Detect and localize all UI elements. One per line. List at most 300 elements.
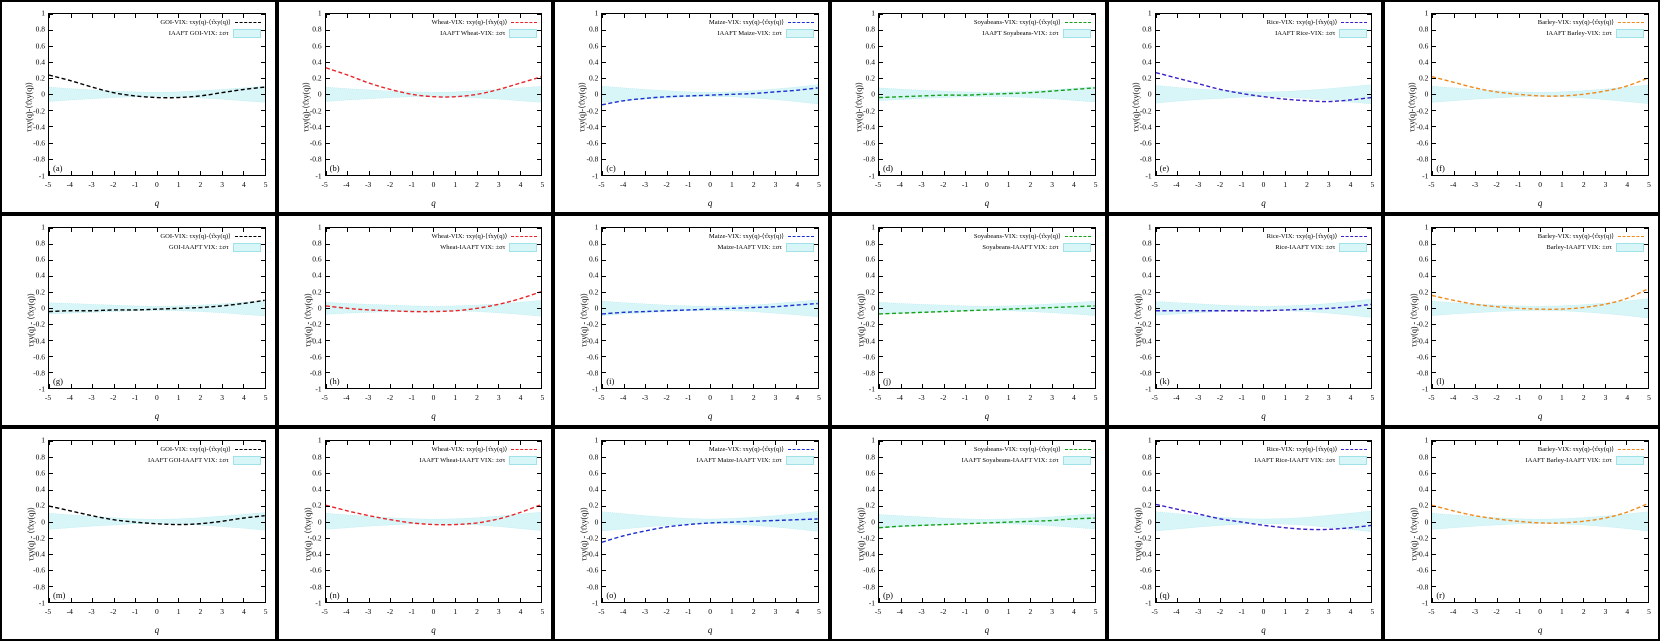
y-tickmark bbox=[1367, 490, 1371, 491]
x-tick-label: 4 bbox=[1072, 179, 1076, 189]
y-tickmark bbox=[1432, 244, 1436, 245]
y-tickmark bbox=[814, 538, 818, 539]
x-tickmark bbox=[1475, 171, 1476, 175]
x-tickmark bbox=[200, 384, 201, 388]
y-tick-label: -1 bbox=[868, 598, 875, 608]
y-tickmark bbox=[1156, 260, 1160, 261]
y-tickmark bbox=[49, 78, 53, 79]
x-tickmark bbox=[1199, 228, 1200, 232]
y-tickmark bbox=[1432, 473, 1436, 474]
x-tickmark bbox=[901, 228, 902, 232]
x-tickmark bbox=[477, 384, 478, 388]
x-tick-label: 5 bbox=[1370, 607, 1375, 616]
panel-tag: (d) bbox=[882, 162, 893, 173]
y-tickmark bbox=[537, 388, 541, 389]
x-tickmark bbox=[265, 228, 266, 232]
x-tick-label: -5 bbox=[874, 179, 882, 189]
x-tick-label: 2 bbox=[198, 179, 203, 189]
x-tick-label: 2 bbox=[1581, 607, 1586, 616]
x-tick-label: 4 bbox=[242, 179, 246, 189]
x-tickmark bbox=[1008, 598, 1009, 602]
y-tickmark bbox=[261, 276, 265, 277]
y-tickmark bbox=[1644, 126, 1648, 127]
y-tick-label: 0.4 bbox=[588, 270, 599, 280]
x-tickmark bbox=[455, 598, 456, 602]
x-tick-label: 2 bbox=[1305, 179, 1309, 189]
y-tick-label: -1 bbox=[1422, 598, 1429, 608]
x-tickmark bbox=[965, 171, 966, 175]
y-tickmark bbox=[1156, 554, 1160, 555]
y-tick-label: 0.2 bbox=[312, 500, 322, 510]
x-tick-label: -5 bbox=[321, 179, 328, 189]
y-tickmark bbox=[1644, 30, 1648, 31]
x-tickmark bbox=[1562, 171, 1563, 175]
x-tickmark bbox=[1030, 171, 1031, 175]
y-tickmark bbox=[326, 276, 330, 277]
legend-label: IAAFT Wheat-IAAFT VIX: ±στ bbox=[419, 457, 506, 465]
x-tickmark bbox=[1328, 171, 1329, 175]
legend-line-swatch bbox=[235, 449, 261, 450]
y-tickmark bbox=[1432, 126, 1436, 127]
x-tickmark bbox=[775, 171, 776, 175]
y-axis-label: τxy(q) - ⟨τ̂xy(q)⟩ bbox=[1409, 293, 1419, 348]
x-tick-label: -1 bbox=[1238, 179, 1245, 189]
x-tick-label: -1 bbox=[131, 607, 139, 616]
x-tick-label: 4 bbox=[242, 607, 246, 616]
plot-area bbox=[1155, 227, 1373, 390]
x-tickmark bbox=[1220, 441, 1221, 445]
y-tick-label: 0 bbox=[594, 89, 599, 99]
x-axis-label: q bbox=[1261, 197, 1266, 208]
x-tickmark bbox=[433, 171, 434, 175]
x-tick-label: 0 bbox=[154, 393, 159, 403]
y-tickmark bbox=[1432, 506, 1436, 507]
y-axis-label: τxy(q)-⟨τ̂xy(q)⟩ bbox=[1131, 81, 1141, 132]
y-tick-label: 0.4 bbox=[312, 270, 322, 280]
x-tick-label: 5 bbox=[817, 607, 821, 616]
y-tick-label: -1 bbox=[592, 171, 599, 181]
y-tickmark bbox=[602, 522, 606, 523]
x-axis-label: q bbox=[154, 411, 160, 422]
y-tickmark bbox=[261, 356, 265, 357]
y-tickmark bbox=[537, 244, 541, 245]
x-tickmark bbox=[922, 384, 923, 388]
x-tickmark bbox=[433, 598, 434, 602]
y-tickmark bbox=[602, 324, 606, 325]
y-axis-label: τxy(q) - ⟨τ̂xy(q)⟩ bbox=[303, 507, 313, 562]
y-tick-label: 0.4 bbox=[865, 484, 875, 494]
legend-item bbox=[1538, 231, 1644, 242]
x-tickmark bbox=[1454, 598, 1455, 602]
x-tick-labels bbox=[598, 393, 821, 403]
y-tick-label: 0.8 bbox=[35, 24, 45, 34]
legend-line-swatch bbox=[511, 22, 537, 23]
y-tickmark bbox=[1644, 94, 1648, 95]
y-tickmark bbox=[49, 62, 53, 63]
x-tick-label: -2 bbox=[386, 393, 394, 403]
x-tickmark bbox=[1008, 171, 1009, 175]
y-tick-label: -0.8 bbox=[1416, 368, 1429, 378]
x-tickmark bbox=[879, 598, 880, 602]
x-tick-label: -2 bbox=[663, 607, 670, 616]
y-tick-label: -0.4 bbox=[1416, 549, 1429, 559]
y-tickmark bbox=[1432, 372, 1436, 373]
y-tickmark bbox=[814, 554, 818, 555]
y-tickmark bbox=[326, 159, 330, 160]
y-tickmark bbox=[814, 522, 818, 523]
x-tick-label: -2 bbox=[663, 393, 670, 403]
y-tick-label: 0.2 bbox=[865, 73, 875, 83]
y-tickmark bbox=[1156, 78, 1160, 79]
y-tickmark bbox=[879, 473, 883, 474]
x-tick-labels bbox=[1151, 179, 1375, 190]
y-tickmark bbox=[1644, 388, 1648, 389]
x-tickmark bbox=[1432, 441, 1433, 445]
y-tick-label: 0.2 bbox=[1142, 287, 1152, 297]
x-tick-label: 1 bbox=[1283, 607, 1288, 616]
x-tick-label: -2 bbox=[110, 393, 117, 403]
x-tick-label: 1 bbox=[176, 179, 181, 189]
y-tickmark bbox=[326, 554, 330, 555]
y-tick-label: -0.8 bbox=[863, 368, 875, 378]
y-tickmark bbox=[1091, 159, 1095, 160]
y-tickmark bbox=[1367, 324, 1371, 325]
x-tick-labels bbox=[1428, 179, 1651, 190]
y-tickmark bbox=[1156, 126, 1160, 127]
x-tickmark bbox=[732, 171, 733, 175]
y-tick-label: 0.4 bbox=[35, 484, 45, 494]
x-tickmark bbox=[1052, 598, 1053, 602]
x-tick-label: 2 bbox=[1581, 179, 1586, 189]
legend-label: GOI-VIX: τxy(q)-⟨τ̂xy(q)⟩ bbox=[160, 446, 231, 454]
y-tickmark bbox=[1091, 62, 1095, 63]
legend-label: Rice-VIX: τxy(q)-⟨τ̂xy(q)⟩ bbox=[1266, 232, 1338, 240]
x-tick-label: 0 bbox=[1538, 393, 1543, 403]
x-tickmark bbox=[92, 384, 93, 388]
legend-line-swatch bbox=[1618, 236, 1644, 237]
x-tickmark bbox=[1177, 441, 1178, 445]
x-tickmark bbox=[455, 384, 456, 388]
x-tick-label: 5 bbox=[1647, 179, 1651, 189]
y-tickmark bbox=[1432, 143, 1436, 144]
x-tickmark bbox=[1497, 441, 1498, 445]
x-tick-label: 2 bbox=[1581, 393, 1586, 403]
y-tick-label: 0.4 bbox=[1418, 57, 1429, 67]
x-tick-label: 4 bbox=[795, 179, 800, 189]
x-tick-labels bbox=[1428, 393, 1651, 403]
y-tickmark bbox=[602, 340, 606, 341]
x-tickmark bbox=[732, 598, 733, 602]
x-axis-label: q bbox=[984, 197, 990, 208]
x-tick-label: 5 bbox=[263, 393, 268, 403]
y-tickmark bbox=[326, 78, 330, 79]
legend-band-swatch bbox=[1063, 243, 1091, 252]
x-tickmark bbox=[455, 171, 456, 175]
x-tickmark bbox=[1432, 228, 1433, 232]
x-tickmark bbox=[775, 384, 776, 388]
y-tickmark bbox=[814, 586, 818, 587]
y-tickmark bbox=[879, 356, 883, 357]
x-tickmark bbox=[412, 441, 413, 445]
y-tick-label: -0.2 bbox=[1139, 533, 1152, 543]
y-tickmark bbox=[1432, 388, 1436, 389]
legend-line-swatch bbox=[511, 449, 537, 450]
y-tick-label: -0.2 bbox=[33, 106, 45, 116]
y-tickmark bbox=[326, 522, 330, 523]
y-tickmark bbox=[49, 570, 53, 571]
x-tickmark bbox=[222, 171, 223, 175]
y-tick-label: 0.8 bbox=[588, 238, 599, 248]
y-tickmark bbox=[261, 324, 265, 325]
y-tick-label: 1 bbox=[594, 222, 599, 232]
y-tick-label: 1 bbox=[871, 222, 875, 232]
x-tickmark bbox=[326, 171, 327, 175]
x-tick-label: 4 bbox=[242, 393, 246, 403]
x-tickmark bbox=[347, 228, 348, 232]
y-tick-label: 1 bbox=[41, 222, 45, 232]
x-tickmark bbox=[1199, 441, 1200, 445]
legend bbox=[1254, 444, 1367, 466]
x-axis-label: q bbox=[1537, 625, 1543, 635]
y-tick-label: -0.8 bbox=[33, 368, 45, 378]
x-tick-label: -1 bbox=[1515, 607, 1522, 616]
legend-item bbox=[419, 444, 537, 455]
y-tick-label: -1 bbox=[592, 598, 599, 608]
x-tick-label: -4 bbox=[1449, 607, 1457, 616]
chart-panel bbox=[553, 214, 830, 428]
plot-area bbox=[878, 440, 1096, 603]
legend-item bbox=[1254, 444, 1367, 455]
legend-item bbox=[697, 455, 814, 466]
y-tick-label: -0.4 bbox=[33, 122, 45, 132]
confidence-band bbox=[1432, 85, 1648, 103]
x-tick-label: 1 bbox=[1560, 607, 1564, 616]
x-tickmark bbox=[92, 598, 93, 602]
x-tickmark bbox=[178, 598, 179, 602]
y-tickmark bbox=[261, 473, 265, 474]
legend bbox=[974, 231, 1091, 253]
y-axis-label: τxy(q) - ⟨τ̂xy(q)⟩ bbox=[1133, 507, 1143, 562]
x-tick-labels bbox=[874, 179, 1098, 190]
legend-label: GOI-IAAFT VIX: ±στ bbox=[168, 243, 229, 251]
confidence-band bbox=[49, 300, 265, 315]
y-tick-label: 0.8 bbox=[312, 452, 322, 462]
x-tickmark bbox=[49, 14, 50, 18]
y-tick-label: -0.8 bbox=[586, 582, 599, 592]
x-tickmark bbox=[1285, 384, 1286, 388]
y-tickmark bbox=[1091, 292, 1095, 293]
y-tick-label: -0.4 bbox=[863, 122, 875, 132]
y-tickmark bbox=[326, 244, 330, 245]
y-tick-label: 0.6 bbox=[35, 41, 45, 51]
x-axis-label: q bbox=[707, 625, 713, 635]
chart-panel bbox=[277, 214, 554, 428]
y-tickmark bbox=[814, 276, 818, 277]
x-tick-label: -3 bbox=[641, 607, 648, 616]
y-tick-label: 0.6 bbox=[1142, 468, 1152, 478]
chart-panel bbox=[277, 0, 554, 214]
y-tick-label: -1 bbox=[315, 171, 322, 181]
legend-item bbox=[697, 444, 814, 455]
legend-band-swatch bbox=[509, 456, 537, 465]
y-tickmark bbox=[326, 308, 330, 309]
y-tickmark bbox=[1432, 78, 1436, 79]
x-tickmark bbox=[1350, 384, 1351, 388]
y-tickmark bbox=[1432, 538, 1436, 539]
x-tick-label: 3 bbox=[773, 393, 778, 403]
y-tickmark bbox=[261, 94, 265, 95]
x-tick-labels bbox=[321, 607, 545, 617]
y-tick-label: 0.8 bbox=[865, 452, 875, 462]
y-tickmark bbox=[537, 340, 541, 341]
y-tick-label: -0.2 bbox=[863, 533, 875, 543]
x-tickmark bbox=[1648, 171, 1649, 175]
legend-item bbox=[1254, 455, 1367, 466]
x-tick-label: 0 bbox=[431, 179, 436, 189]
y-tickmark bbox=[879, 554, 883, 555]
y-tickmark bbox=[261, 538, 265, 539]
x-tick-label: 3 bbox=[1050, 179, 1054, 189]
x-tick-label: -2 bbox=[110, 607, 117, 616]
y-tickmark bbox=[1644, 490, 1648, 491]
chart-panel bbox=[1383, 427, 1660, 641]
y-tickmark bbox=[602, 260, 606, 261]
x-tickmark bbox=[645, 171, 646, 175]
y-tick-label: 0 bbox=[41, 89, 45, 99]
y-tickmark bbox=[1091, 522, 1095, 523]
x-tickmark bbox=[965, 228, 966, 232]
plot-area bbox=[1431, 440, 1649, 603]
y-tick-label: 0.6 bbox=[35, 468, 45, 478]
y-tickmark bbox=[49, 586, 53, 587]
y-tick-label: -0.4 bbox=[586, 336, 599, 346]
x-tickmark bbox=[326, 228, 327, 232]
y-tick-label: -0.2 bbox=[863, 106, 875, 116]
x-tickmark bbox=[922, 171, 923, 175]
x-tickmark bbox=[879, 384, 880, 388]
y-tickmark bbox=[1156, 276, 1160, 277]
y-tickmark bbox=[261, 570, 265, 571]
x-tickmark bbox=[1540, 171, 1541, 175]
legend-line-swatch bbox=[235, 22, 261, 23]
x-tick-label: 0 bbox=[154, 607, 159, 616]
y-tick-label: -1 bbox=[1145, 171, 1152, 181]
y-tickmark bbox=[879, 62, 883, 63]
confidence-band bbox=[1156, 85, 1372, 104]
y-tickmark bbox=[537, 586, 541, 587]
y-tickmark bbox=[1156, 570, 1160, 571]
x-tickmark bbox=[796, 598, 797, 602]
x-tickmark bbox=[1371, 384, 1372, 388]
x-tick-label: -3 bbox=[1471, 179, 1478, 189]
x-tickmark bbox=[987, 384, 988, 388]
panel-tag: (m) bbox=[53, 590, 66, 600]
x-tickmark bbox=[1242, 171, 1243, 175]
legend-label: Barley-IAAFT VIX: ±στ bbox=[1546, 243, 1612, 251]
x-tickmark bbox=[1605, 171, 1606, 175]
y-tickmark bbox=[1156, 356, 1160, 357]
y-tickmark bbox=[1091, 457, 1095, 458]
x-tickmark bbox=[645, 384, 646, 388]
y-tick-label: -1 bbox=[1422, 171, 1429, 181]
x-tick-labels bbox=[1151, 607, 1375, 617]
y-tick-label: -1 bbox=[315, 598, 322, 608]
y-tickmark bbox=[537, 143, 541, 144]
x-tick-label: -1 bbox=[408, 607, 415, 616]
y-tickmark bbox=[602, 473, 606, 474]
y-tickmark bbox=[1644, 372, 1648, 373]
x-tick-label: -4 bbox=[896, 393, 903, 403]
y-tickmark bbox=[261, 388, 265, 389]
y-tickmark bbox=[1156, 457, 1160, 458]
x-tickmark bbox=[49, 228, 50, 232]
x-tickmark bbox=[1475, 441, 1476, 445]
y-tickmark bbox=[49, 308, 53, 309]
legend-label: IAAFT Barley-IAAFT VIX: ±στ bbox=[1525, 457, 1612, 465]
y-tickmark bbox=[1091, 46, 1095, 47]
y-tick-label: 0.8 bbox=[35, 452, 45, 462]
x-tickmark bbox=[369, 441, 370, 445]
x-tickmark bbox=[390, 441, 391, 445]
y-tick-label: 0.6 bbox=[588, 468, 599, 478]
y-tickmark bbox=[1367, 30, 1371, 31]
legend-line-swatch bbox=[1341, 236, 1367, 237]
y-tickmark bbox=[1156, 340, 1160, 341]
y-axis-label: τxy(q) - ⟨τ̂xy(q)⟩ bbox=[1133, 293, 1143, 348]
x-tickmark bbox=[1497, 14, 1498, 18]
y-tickmark bbox=[879, 388, 883, 389]
x-tickmark bbox=[49, 384, 50, 388]
y-axis-label: τxy(q) - ⟨τ̂xy(q)⟩ bbox=[303, 293, 313, 348]
legend-label: Rice-IAAFT VIX: ±στ bbox=[1275, 243, 1336, 251]
plot-area bbox=[601, 227, 819, 390]
y-tick-label: -1 bbox=[868, 171, 875, 181]
y-tickmark bbox=[326, 94, 330, 95]
x-tickmark bbox=[1583, 384, 1584, 388]
y-tick-label: 0.8 bbox=[865, 238, 875, 248]
x-tickmark bbox=[1432, 14, 1433, 18]
legend bbox=[709, 231, 814, 253]
x-tickmark bbox=[602, 14, 603, 18]
legend-line-swatch bbox=[1618, 22, 1644, 23]
y-tickmark bbox=[326, 324, 330, 325]
x-tick-label: -5 bbox=[1428, 179, 1435, 189]
y-tickmark bbox=[1644, 276, 1648, 277]
chart-panel bbox=[553, 0, 830, 214]
y-tick-label: -0.2 bbox=[586, 319, 599, 329]
y-tickmark bbox=[1367, 110, 1371, 111]
x-tickmark bbox=[390, 598, 391, 602]
y-tick-label: 0 bbox=[871, 517, 875, 527]
y-tickmark bbox=[1367, 126, 1371, 127]
x-tick-label: -1 bbox=[1238, 393, 1245, 403]
y-tickmark bbox=[1644, 538, 1648, 539]
y-tickmark bbox=[1091, 276, 1095, 277]
x-tick-label: 3 bbox=[1050, 393, 1054, 403]
x-tickmark bbox=[49, 441, 50, 445]
y-tick-label: 0.4 bbox=[1418, 270, 1429, 280]
y-tickmark bbox=[537, 46, 541, 47]
y-tickmark bbox=[49, 554, 53, 555]
x-tick-labels bbox=[44, 607, 268, 617]
x-tickmark bbox=[200, 598, 201, 602]
x-tickmark bbox=[1328, 598, 1329, 602]
y-tick-label: 0.4 bbox=[1142, 270, 1152, 280]
y-tick-label: 0 bbox=[317, 517, 322, 527]
y-tickmark bbox=[1644, 308, 1648, 309]
x-tick-labels bbox=[1151, 393, 1375, 403]
x-tickmark bbox=[922, 598, 923, 602]
